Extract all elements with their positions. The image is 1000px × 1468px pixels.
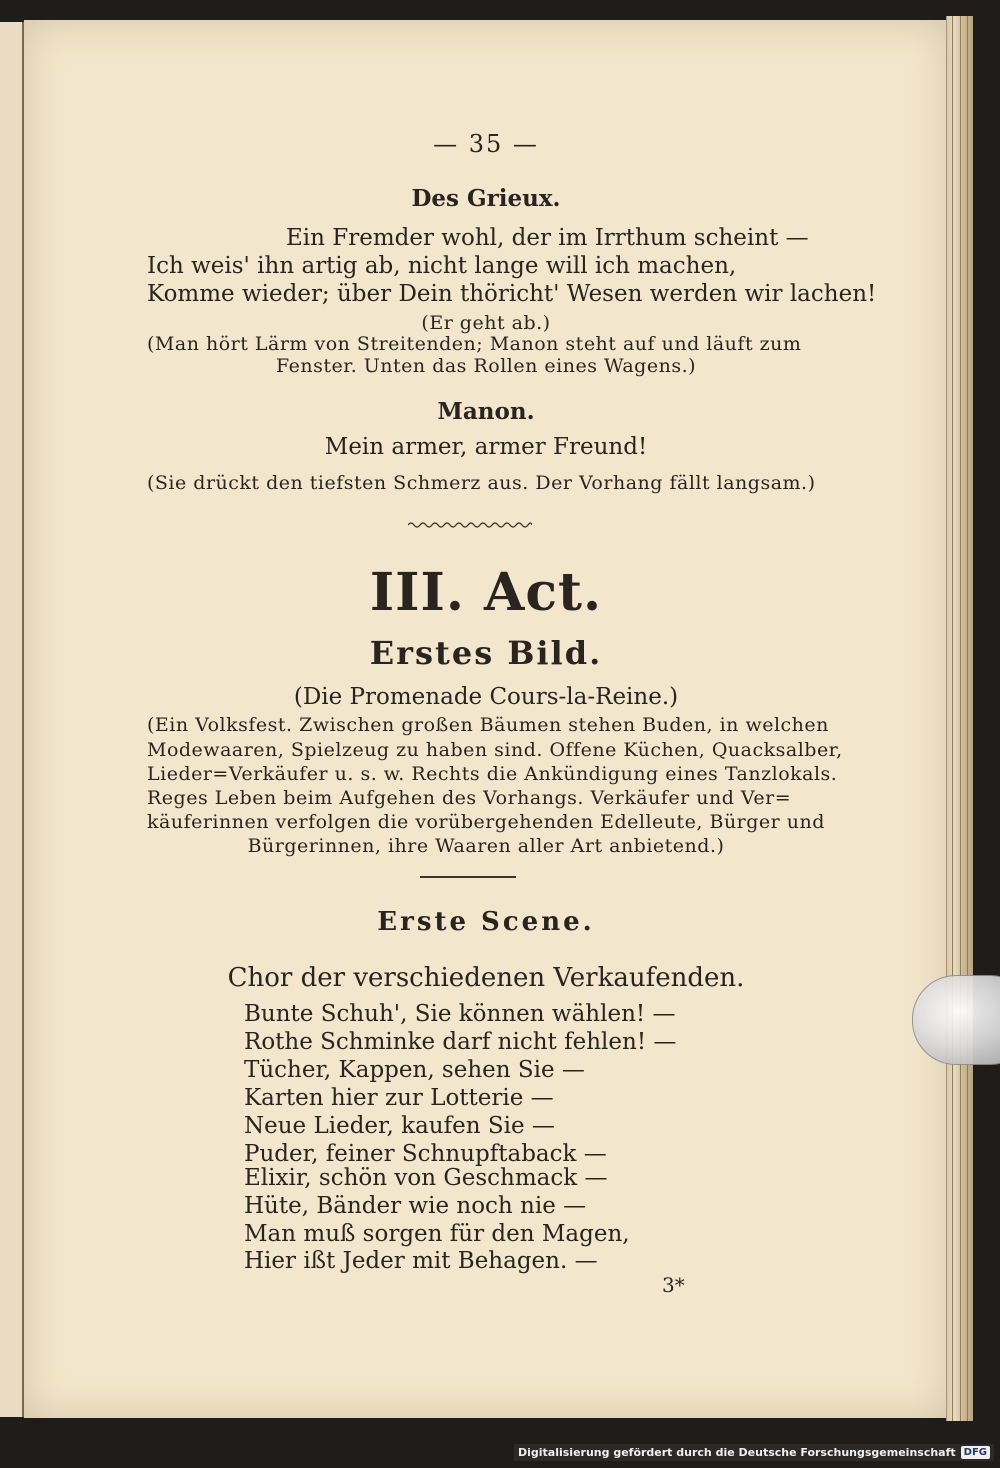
wavy-divider xyxy=(408,520,532,530)
speaker-manon: Manon. xyxy=(437,398,535,425)
stage-direction: Fenster. Unten das Rollen eines Wagens.) xyxy=(275,355,697,377)
speaker-des-grieux: Des Grieux. xyxy=(411,185,561,212)
song-line: Neue Lieder, kaufen Sie — xyxy=(244,1113,555,1139)
page-number: — 35 — xyxy=(433,130,539,158)
verse-line: Mein armer, armer Freund! xyxy=(324,434,648,460)
verse-line: Ich weis' ihn artig ab, nicht lange will ich machen, xyxy=(147,253,737,279)
scanner-thumb-clip xyxy=(912,975,1000,1065)
page-edge-line xyxy=(952,16,953,1421)
song-line: Rothe Schminke darf nicht fehlen! — xyxy=(244,1029,677,1055)
section-rule xyxy=(420,876,516,878)
funding-footer xyxy=(514,1444,994,1461)
stage-direction: (Man hört Lärm von Streitenden; Manon steht auf und läuft zum xyxy=(147,333,802,355)
song-line: Puder, feiner Schnupftaback — xyxy=(244,1141,607,1167)
chorus-heading: Chor der verschiedenen Verkaufenden. xyxy=(227,963,745,993)
signature-mark: 3* xyxy=(662,1273,685,1297)
song-line: Tücher, Kappen, sehen Sie — xyxy=(244,1057,585,1083)
stage-direction: käuferinnen verfolgen die vorübergehenden Edelleute, Bürger und xyxy=(147,811,825,833)
act-title: III. Act. xyxy=(369,562,603,623)
song-line: Karten hier zur Lotterie — xyxy=(244,1085,554,1111)
location-line: (Die Promenade Cours-la-Reine.) xyxy=(293,684,679,710)
stage-direction: (Ein Volksfest. Zwischen großen Bäumen stehen Buden, in welchen xyxy=(147,714,829,736)
verse-line: Komme wieder; über Dein thöricht' Wesen werden wir lachen! xyxy=(147,281,877,307)
page-edge-line xyxy=(960,16,961,1421)
stage-direction: Lieder=Verkäufer u. s. w. Rechts die Ankündigung eines Tanzlokals. xyxy=(147,763,838,785)
song-line: Hier ißt Jeder mit Behagen. — xyxy=(244,1248,598,1274)
song-line: Hüte, Bänder wie noch nie — xyxy=(244,1193,587,1219)
bild-title: Erstes Bild. xyxy=(369,634,603,672)
scene-title: Erste Scene. xyxy=(377,907,595,937)
song-line: Man muß sorgen für den Magen, xyxy=(244,1221,630,1247)
song-line: Bunte Schuh', Sie können wählen! — xyxy=(244,1001,676,1027)
dfg-logo: DFG xyxy=(961,1446,990,1459)
stage-direction: (Er geht ab.) xyxy=(421,312,551,334)
stage-direction: Bürgerinnen, ihre Waaren aller Art anbietend.) xyxy=(247,835,725,857)
stage-direction: Modewaaren, Spielzeug zu haben sind. Offene Küchen, Quacksalber, xyxy=(147,739,843,761)
page-edge-line xyxy=(967,16,968,1421)
verse-line: Ein Fremder wohl, der im Irrthum scheint — xyxy=(286,225,809,251)
song-line: Elixir, schön von Geschmack — xyxy=(244,1165,608,1191)
stage-direction: Reges Leben beim Aufgehen des Vorhangs. Verkäufer und Ver= xyxy=(147,787,792,809)
left-page-edge xyxy=(0,22,24,1417)
footer-text: Digitalisierung gefördert durch die Deutsche Forschungsgemeinschaft xyxy=(517,1446,956,1459)
stage-direction: (Sie drückt den tiefsten Schmerz aus. Der Vorhang fällt langsam.) xyxy=(147,472,816,494)
